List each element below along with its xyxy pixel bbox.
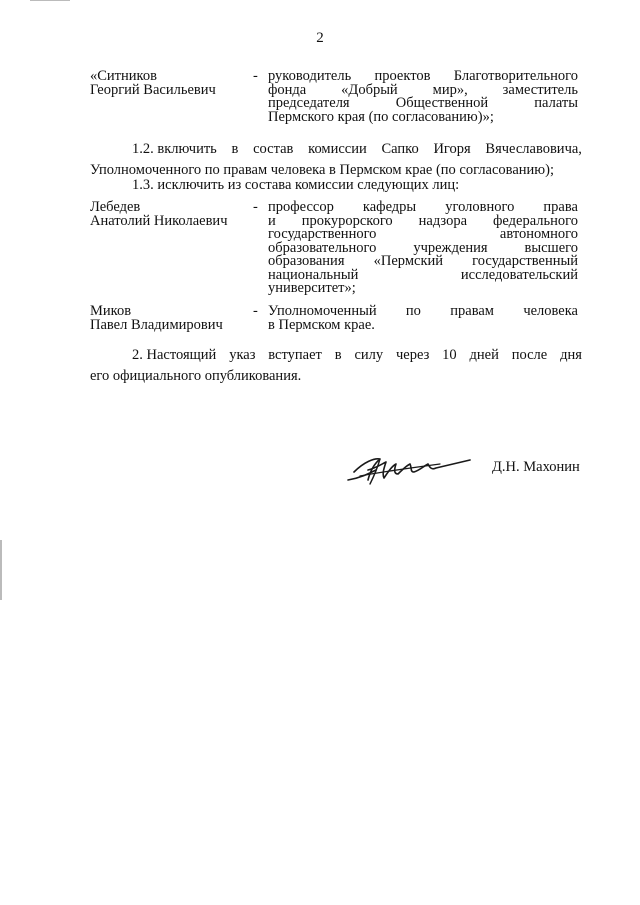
- member-description: Уполномоченный по правам человека в Пермском крае.: [268, 303, 578, 333]
- member-name: «Ситников Георгий Васильевич: [90, 68, 216, 98]
- clause-2: 2. Настоящий указ вступает в силу через 10 дней после дня его официального опубликования.: [90, 347, 582, 384]
- page-number: 2: [316, 30, 324, 46]
- signer-name: Д.Н. Махонин: [492, 459, 580, 475]
- clause-1-2: 1.2. включить в состав комиссии Сапко Игоря Вячеславовича, Уполномоченного по правам человека в Пермском крае (по согласованию);: [90, 141, 582, 178]
- dash-separator: -: [253, 68, 258, 84]
- clause-1-3: 1.3. исключить из состава комиссии следующих лиц:: [132, 177, 460, 193]
- scan-edge-mark: [0, 540, 2, 600]
- member-name: Миков Павел Владимирович: [90, 303, 223, 333]
- handwritten-signature-icon: [340, 450, 480, 490]
- dash-separator: -: [253, 199, 258, 215]
- member-name: Лебедев Анатолий Николаевич: [90, 199, 228, 229]
- member-description: руководитель проектов Благотворительного фонда «Добрый мир», заместитель председателя Общественной палаты Пермского края (по согласованию)»;: [268, 68, 578, 125]
- scan-edge-mark: [30, 0, 70, 1]
- dash-separator: -: [253, 303, 258, 319]
- member-description: профессор кафедры уголовного права и прокурорского надзора федерального государственного автономного образовательного учреждения высшего образования «Пермский государственный национальный исследовательский университет»;: [268, 199, 578, 296]
